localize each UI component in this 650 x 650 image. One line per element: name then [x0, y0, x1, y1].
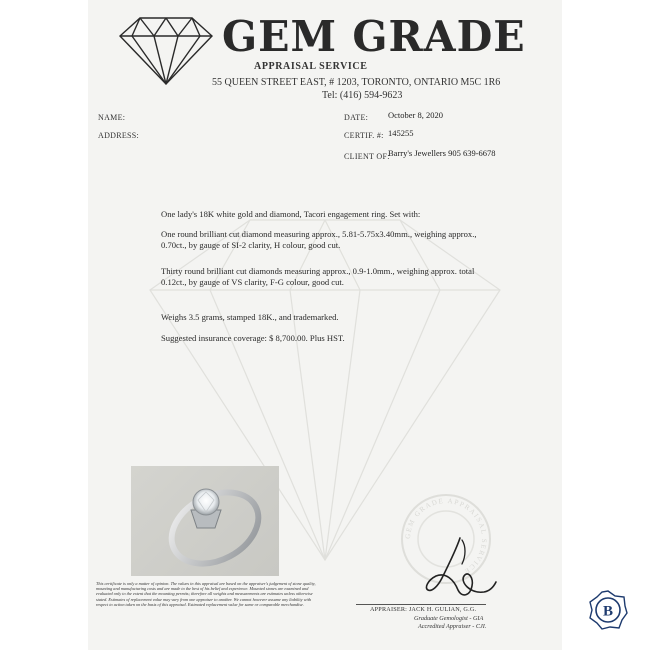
- signature-line: [356, 604, 486, 605]
- center-stone-description: One round brilliant cut diamond measuring approx., 5.81-5.75x3.40mm., weighing approx., 0.70ct., by gauge of SI-2 clarity, H colour, good cut.: [161, 229, 477, 250]
- disclaimer-text: This certificate is only a matter of opinion. The values in this appraisal are based on the appraiser's judgement of stone quality, mounting and manufacturing costs and are made to the best of his belief and experience. Mounted stones are examined and evaluated only to the extent that the mounting permits; therefore all weights and measurements are estimates unless otherwise stated. Estimates of replacement value may vary from one appraiser to another. We cannot however assume any liability with respect to action taken on the basis of this appraisal. Estimated replacement value for same or comparable merchandise.: [96, 581, 316, 607]
- date-label: DATE:: [344, 113, 369, 122]
- certificate-number-label: CERTIF. #:: [344, 131, 384, 140]
- business-address: 55 QUEEN STREET EAST, # 1203, TORONTO, ONTARIO M5C 1R6: [212, 77, 501, 88]
- name-label: NAME:: [98, 113, 126, 122]
- diamond-logo-icon: [118, 14, 214, 86]
- side-stones-description: Thirty round brilliant cut diamonds measuring approx., 0.9-1.0mm., weighing approx. total 0.12ct., by gauge of VS clarity, F-G colour, good cut.: [161, 266, 475, 287]
- description-intro: One lady's 18K white gold and diamond, Tacori engagement ring. Set with:: [161, 209, 421, 219]
- appraiser-signature: [418, 532, 498, 604]
- appraiser-name: APPRAISER: JACK H. GULIAN, G.G.: [370, 606, 477, 613]
- date-value: October 8, 2020: [388, 110, 444, 120]
- insurance-coverage: Suggested insurance coverage: $ 8,700.00. Plus HST.: [161, 333, 345, 343]
- address-label: ADDRESS:: [98, 131, 140, 140]
- client-label: CLIENT OF:: [344, 152, 390, 161]
- ring-image: [131, 466, 279, 576]
- service-subtitle: APPRAISAL SERVICE: [254, 61, 368, 72]
- seal-text: GEM GRADE APPRAISAL SERVICE: [403, 496, 489, 576]
- appraiser-credential-cji: Accredited Appraiser - CJI.: [418, 623, 487, 630]
- business-phone: Tel: (416) 594-9623: [322, 90, 403, 101]
- brand-title: GEM GRADE: [222, 12, 526, 61]
- weight-description: Weighs 3.5 grams, stamped 18K., and trademarked.: [161, 312, 339, 322]
- appraiser-credential-gia: Graduate Gemologist - GIA: [414, 615, 484, 622]
- certificate-number-value: 145255: [388, 128, 414, 138]
- client-value: Barry's Jewellers 905 639-6678: [388, 148, 496, 158]
- jeweller-badge-icon[interactable]: [588, 590, 628, 630]
- badge-letter: B: [602, 603, 614, 620]
- ring-photo: [131, 466, 279, 576]
